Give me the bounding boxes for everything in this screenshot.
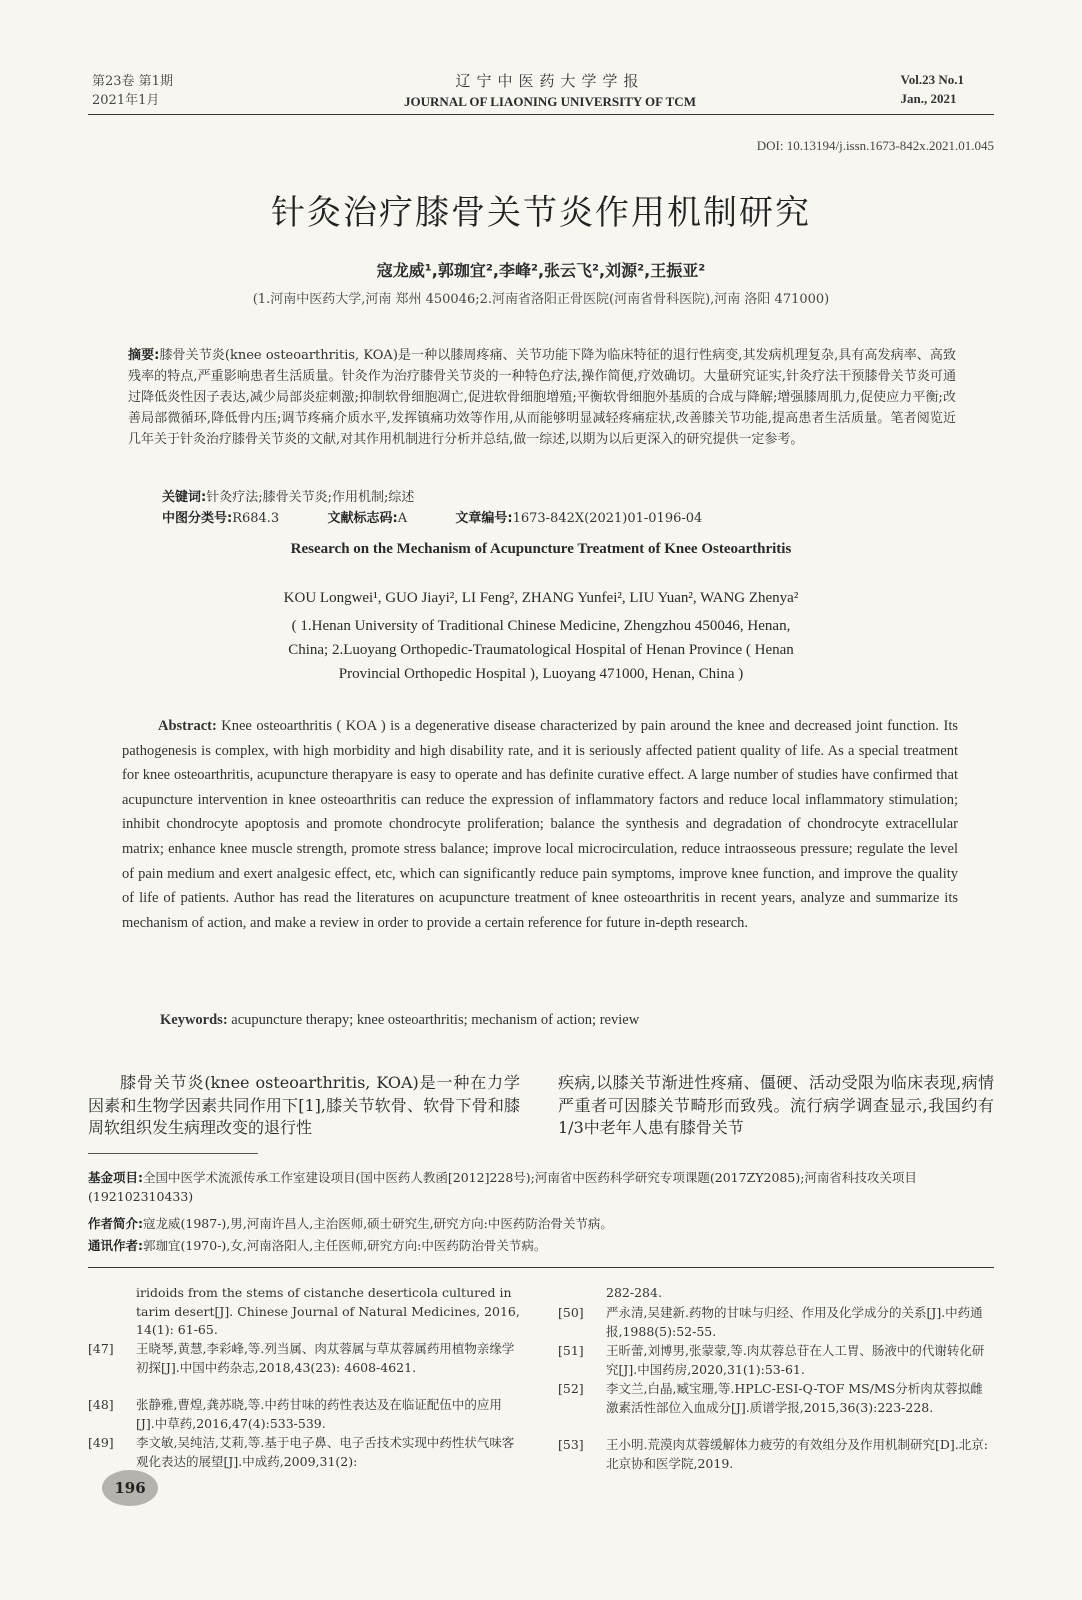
reference-item — [558, 1380, 994, 1417]
reference-item — [558, 1304, 994, 1341]
authors-en: KOU Longwei¹, GUO Jiayi², LI Feng², ZHANG Yunfei², LIU Yuan², WANG Zhenya² — [283, 590, 799, 606]
abstract-en — [122, 714, 958, 935]
corresponding-label: 通讯作者: — [88, 1238, 143, 1253]
reference-number: [52] — [558, 1381, 584, 1396]
reference-text: 282-284. — [606, 1285, 662, 1300]
journal-name — [340, 70, 760, 110]
doc-code-label: 文献标志码: — [327, 511, 398, 526]
keywords-en-label: Keywords: — [160, 1012, 228, 1028]
keywords-cn — [162, 486, 414, 505]
footnote-divider — [88, 1153, 258, 1154]
clc-value: R684.3 — [232, 511, 280, 526]
corresponding-author — [88, 1236, 994, 1255]
article-no-value: 1673-842X(2021)01-0196-04 — [512, 511, 703, 526]
abstract-en-label: Abstract: — [158, 718, 217, 734]
reference-number: [49] — [88, 1435, 114, 1450]
journal-name-en: JOURNAL OF LIAONING UNIVERSITY OF TCM — [404, 94, 696, 109]
reference-text: iridoids from the stems of cistanche deserticola cultured in tarim desert[J]. Chinese Journal of Natural Medicines, 2016, 14(1): 61-65. — [136, 1285, 520, 1337]
doi: DOI: 10.13194/j.issn.1673-842x.2021.01.045 — [756, 138, 994, 153]
reference-item — [558, 1284, 994, 1303]
reference-item — [558, 1342, 994, 1379]
reference-number: [47] — [88, 1341, 114, 1356]
keywords-cn-label: 关键词: — [162, 490, 207, 505]
abstract-cn-text: 膝骨关节炎(knee osteoarthritis, KOA)是一种以膝周疼痛、关节功能下降为临床特征的退行性病变,其发病机理复杂,具有高发病率、高致残率的特点,严重影响患者生活质量。针灸作为治疗膝骨关节炎的一种特色疗法,操作简便,疗效确切。大量研究证实,针灸疗法干预膝骨关节炎可通过降低炎性因子表达,减少局部炎症刺激;抑制软骨细胞凋亡,促进软骨细胞增殖;平衡软骨细胞外基质的合成与降解;增强膝周肌力,促使应力平衡;改善局部微循环,降低骨内压;调节疼痛介质水平,发挥镇痛功效等作用,从而能够明显减轻疼痛症状,改善膝关节功能,提高患者生活质量。笔者阅览近几年关于针灸治疗膝骨关节炎的文献,对其作用机制进行分析并总结,做一综述,以期为以后更深入的研究提供一定参考。 — [128, 348, 956, 447]
doc-code-value: A — [397, 511, 408, 526]
reference-item — [88, 1434, 520, 1471]
date-line-en: Jan., 2021 — [900, 91, 957, 106]
reference-text: 王晓琴,黄慧,李彩峰,等.列当属、肉苁蓉属与草苁蓉属药用植物亲缘学初探[J].中国中药杂志,2018,43(23): 4608-4621. — [136, 1341, 515, 1375]
reference-number: [50] — [558, 1305, 584, 1320]
reference-item — [88, 1340, 520, 1377]
reference-text: 李文敏,吴纯洁,艾莉,等.基于电子鼻、电子舌技术实现中药性状气味客观化表达的展望[J].中成药,2009,31(2): — [136, 1435, 515, 1469]
volume-issue-line: 第23卷 第1期 — [92, 74, 173, 89]
fund-text: 全国中医学术流派传承工作室建设项目(国中医药人教函[2012]228号);河南省中医药科学研究专项课题(2017ZY2085);河南省科技攻关项目(192102310433) — [88, 1170, 917, 1204]
reference-text: 严永清,吴建新.药物的甘味与归经、作用及化学成分的关系[J].中药通报,1988(5):52-55. — [606, 1305, 983, 1339]
body-column-right: 疾病,以膝关节渐进性疼痛、僵硬、活动受限为临床表现,病情严重者可因膝关节畸形而致残。流行病学调查显示,我国约有1/3中老年人患有膝骨关节 — [558, 1073, 994, 1137]
clc-label: 中图分类号: — [162, 511, 233, 526]
reference-item — [88, 1284, 520, 1340]
reference-item — [558, 1436, 994, 1473]
affiliation-en-line2: China; 2.Luoyang Orthopedic-Traumatological Hospital of Henan Province ( Henan — [288, 642, 794, 658]
header-divider — [88, 114, 994, 115]
page-number: 196 — [102, 1470, 158, 1506]
keywords-en-text: acupuncture therapy; knee osteoarthritis; mechanism of action; review — [231, 1012, 640, 1028]
journal-name-cn: 辽宁中医药大学学报 — [455, 72, 645, 90]
reference-number: [53] — [558, 1437, 584, 1452]
reference-text: 王昕蕾,刘博男,张蒙蒙,等.肉苁蓉总苷在人工胃、肠液中的代谢转化研究[J].中国药房,2020,31(1):53-61. — [606, 1343, 985, 1377]
reference-text: 李文兰,白晶,臧宝珊,等.HPLC-ESI-Q-TOF MS/MS分析肉苁蓉拟雌激素活性部位入血成分[J].质谱学报,2015,36(3):223-228. — [606, 1381, 983, 1415]
authors-cn: 寇龙威¹,郭珈宜²,李峰²,张云飞²,刘源²,王振亚² — [376, 261, 706, 280]
fund-label: 基金项目: — [88, 1170, 143, 1185]
fund-note — [88, 1168, 994, 1206]
references-divider — [88, 1267, 994, 1268]
volume-issue-en — [901, 70, 964, 108]
reference-item — [88, 1396, 520, 1433]
volume-line-en: Vol.23 No.1 — [900, 72, 964, 87]
date-line-cn: 2021年1月 — [92, 93, 160, 108]
reference-text: 张静雅,曹煌,龚苏晓,等.中药甘味的药性表达及在临证配伍中的应用[J].中草药,2016,47(4):533-539. — [136, 1397, 502, 1431]
affiliation-en-line1: ( 1.Henan University of Traditional Chinese Medicine, Zhengzhou 450046, Henan, — [291, 618, 791, 634]
abstract-en-text: Knee osteoarthritis ( KOA ) is a degenerative disease characterized by pain around the knee and decreased joint function. Its pathogenesis is complex, with high morbidity and high disability rate, and it is seriously affected patient quality of life. As a special treatment for knee osteoarthritis, acupuncture therapyare is easy to operate and has definite curative effect. A large number of studies have confirmed that acupuncture intervention in knee osteoarthritis can reduce the expression of inflammatory factors and reduce local inflammatory stimulation; inhibit chondrocyte apoptosis and promote chondrocyte proliferation; balance the synthesis and degradation of chondrocyte extracellular matrix; enhance knee muscle strength, promote stress balance; improve local microcirculation, reduce intraosseous pressure; regulate the level of pain medium and exert analgesic effect, etc, which can significantly reduce pain symptoms, improve knee function, and improve the quality of life of patients. Author has read the literatures on acupuncture treatment of knee osteoarthritis in recent years, analyze and summarize its mechanism of action, and make a review in order to provide a certain reference for future in-depth research. — [122, 718, 958, 931]
affiliation-en-line3: Provincial Orthopedic Hospital ), Luoyang 471000, Henan, China ) — [338, 666, 744, 682]
keywords-en — [160, 1012, 639, 1029]
abstract-cn-label: 摘要: — [128, 348, 160, 363]
reference-text: 王小明.荒漠肉苁蓉缓解体力疲劳的有效组分及作用机制研究[D].北京:北京协和医学院,2019. — [606, 1437, 988, 1471]
classification-line — [162, 507, 702, 526]
abstract-cn — [128, 345, 956, 450]
author-note-label: 作者简介: — [88, 1216, 143, 1231]
body-column-left: 膝骨关节炎(knee osteoarthritis, KOA)是一种在力学因素和生物学因素共同作用下[1],膝关节软骨、软骨下骨和膝周软组织发生病理改变的退行性 — [88, 1073, 520, 1137]
article-no-label: 文章编号: — [455, 511, 513, 526]
volume-issue-cn — [92, 72, 173, 110]
article-title: 针灸治疗膝骨关节炎作用机制研究 — [271, 193, 811, 233]
corresponding-text: 郭珈宜(1970-),女,河南洛阳人,主任医师,研究方向:中医药防治骨关节病。 — [143, 1238, 547, 1253]
article-title-en: Research on the Mechanism of Acupuncture Treatment of Knee Osteoarthritis — [290, 541, 792, 557]
reference-number: [48] — [88, 1397, 114, 1412]
reference-number: [51] — [558, 1343, 584, 1358]
author-note — [88, 1214, 994, 1233]
keywords-cn-text: 针灸疗法;膝骨关节炎;作用机制;综述 — [206, 490, 415, 505]
affiliation-cn: (1.河南中医药大学,河南 郑州 450046;2.河南省洛阳正骨医院(河南省骨科医院),河南 洛阳 471000) — [252, 292, 830, 307]
author-note-text: 寇龙威(1987-),男,河南许昌人,主治医师,硕士研究生,研究方向:中医药防治骨关节病。 — [143, 1216, 613, 1231]
affiliation-en — [0, 614, 1082, 686]
